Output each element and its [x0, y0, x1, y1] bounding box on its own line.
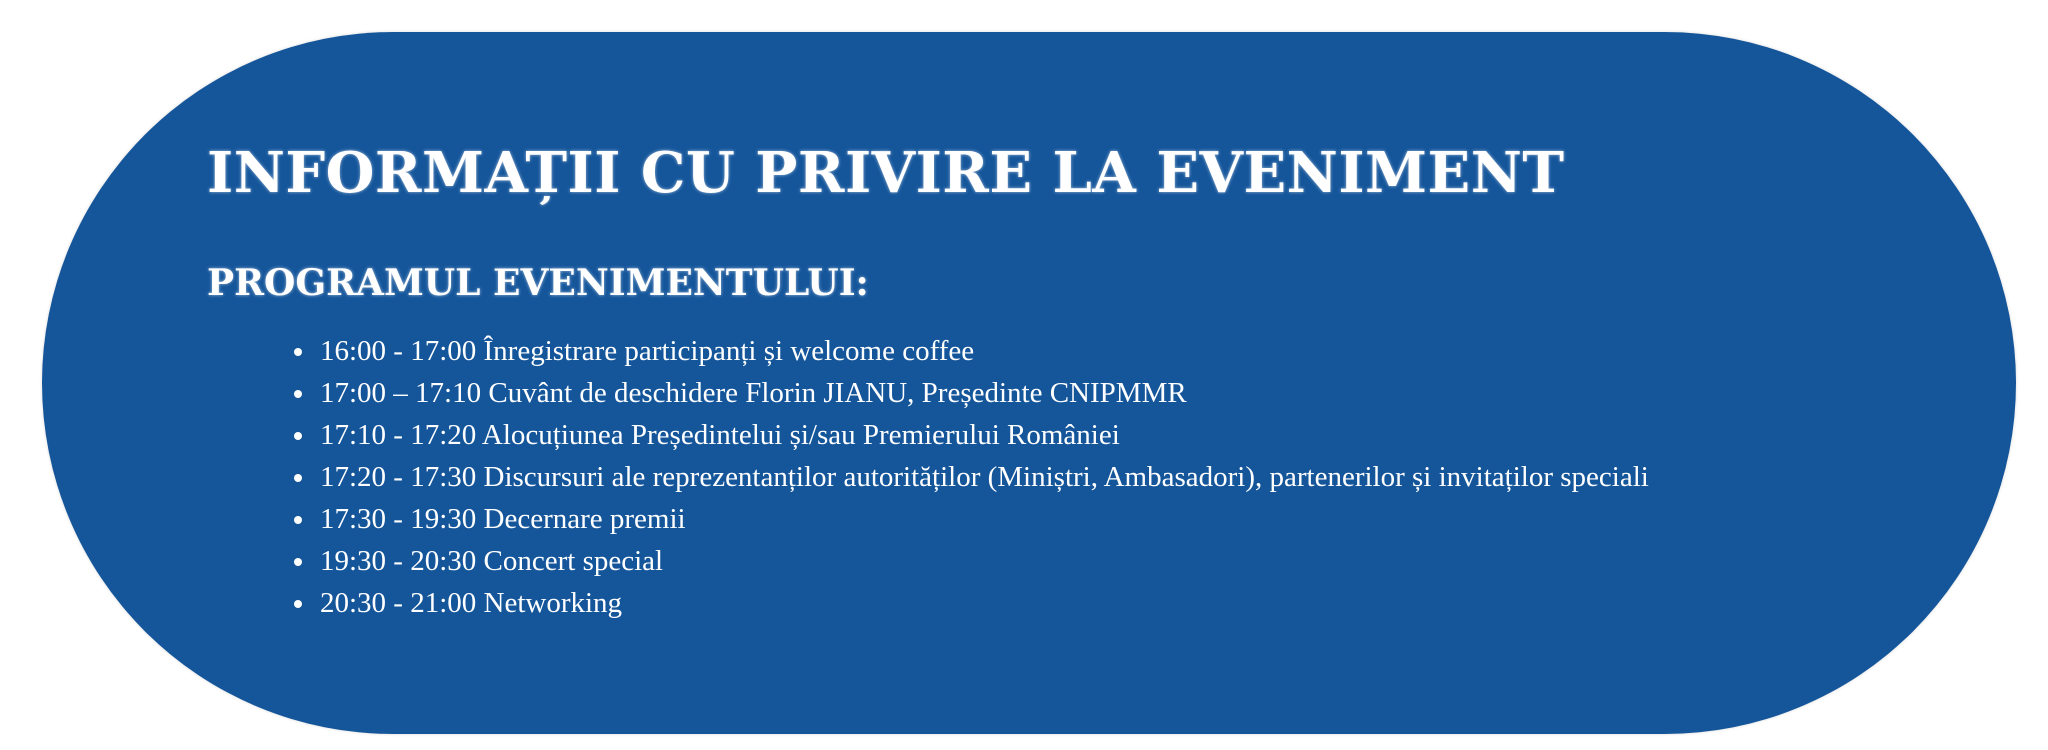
schedule-item	[290, 582, 1649, 624]
schedule-item	[290, 372, 1649, 414]
bullet-icon	[294, 432, 302, 440]
event-program-heading: PROGRAMUL EVENIMENTULUI:	[207, 262, 869, 304]
schedule-item-text: 17:20 - 17:30 Discursuri ale reprezentanților autorităților (Miniștri, Ambasadori), partenerilor și invitaților speciali	[320, 461, 1649, 493]
event-schedule-list	[290, 330, 1649, 624]
bullet-icon	[294, 516, 302, 524]
schedule-item	[290, 456, 1649, 498]
event-info-title: INFORMAȚII CU PRIVIRE LA EVENIMENT	[207, 140, 1565, 206]
schedule-item	[290, 498, 1649, 540]
schedule-item-text: 17:00 – 17:10 Cuvânt de deschidere Florin JIANU, Președinte CNIPMMR	[320, 377, 1187, 409]
bullet-icon	[294, 558, 302, 566]
schedule-item-text: 19:30 - 20:30 Concert special	[320, 545, 664, 577]
bullet-icon	[294, 390, 302, 398]
schedule-item-text: 20:30 - 21:00 Networking	[320, 587, 623, 619]
bullet-icon	[294, 474, 302, 482]
schedule-item	[290, 414, 1649, 456]
schedule-item	[290, 330, 1649, 372]
schedule-item	[290, 540, 1649, 582]
bullet-icon	[294, 348, 302, 356]
schedule-item-text: 16:00 - 17:00 Înregistrare participanți și welcome coffee	[320, 335, 975, 367]
bullet-icon	[294, 600, 302, 608]
schedule-item-text: 17:30 - 19:30 Decernare premii	[320, 503, 686, 535]
schedule-item-text: 17:10 - 17:20 Alocuțiunea Președintelui și/sau Premierului României	[320, 419, 1120, 451]
